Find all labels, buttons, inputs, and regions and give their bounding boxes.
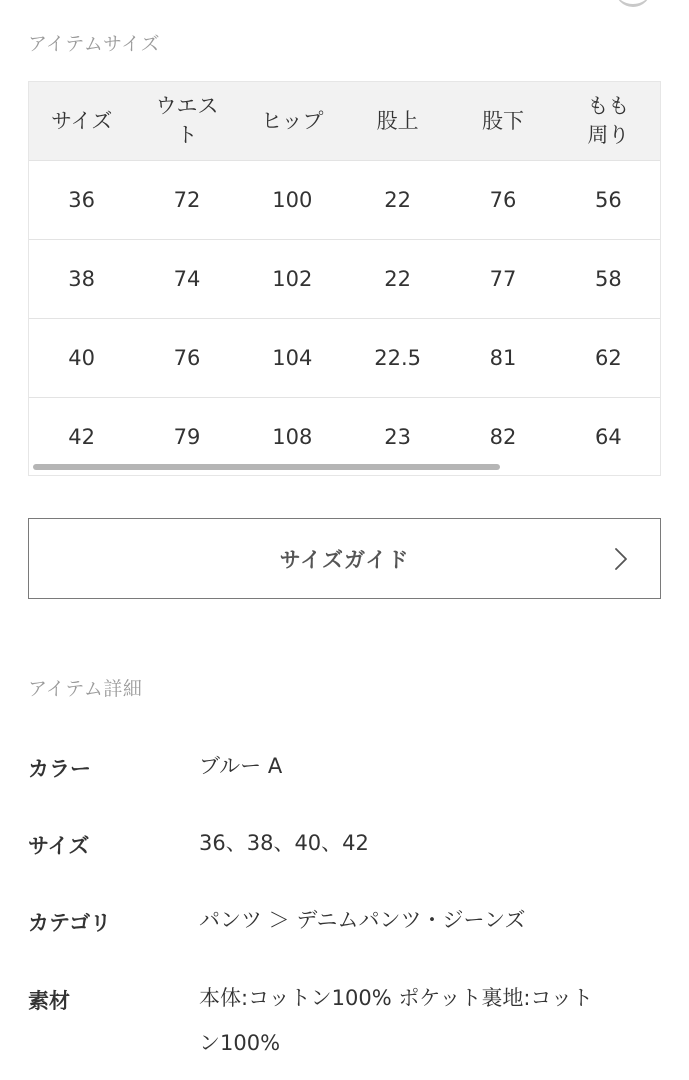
header-thigh-line2: 周り: [587, 123, 630, 147]
table-row: [29, 319, 661, 398]
table-row: [29, 240, 661, 319]
size-table-header-row: [29, 82, 661, 161]
scroll-indicator-arc: [615, 0, 651, 7]
table-cell: 108: [240, 398, 345, 477]
detail-value-material: [199, 976, 659, 1066]
size-guide-button[interactable]: [28, 518, 661, 599]
table-cell: 81: [450, 319, 555, 398]
detail-value-material-line2: ン100%: [199, 1031, 281, 1055]
size-section-title: アイテムサイズ: [28, 33, 160, 55]
scrollbar-thumb[interactable]: [33, 464, 500, 470]
table-row: [29, 161, 661, 240]
table-cell: 82: [450, 398, 555, 477]
detail-value-size: 36、38、40、42: [199, 831, 369, 855]
header-hip-line1: ヒップ: [261, 108, 324, 133]
detail-section-title: アイテム詳細: [28, 678, 143, 700]
table-cell: 104: [240, 319, 345, 398]
detail-label-category: カテゴリ: [28, 911, 112, 935]
table-cell: 72: [134, 161, 239, 240]
table-cell: 36: [29, 161, 134, 240]
header-inseam: [450, 82, 555, 161]
table-cell: 79: [134, 398, 239, 477]
header-size: [29, 82, 134, 161]
table-cell: 62: [556, 319, 661, 398]
detail-value-material-line1: 本体:コットン100% ポケット裏地:コット: [199, 986, 593, 1010]
table-horizontal-scrollbar[interactable]: [33, 464, 656, 470]
table-cell: 22: [345, 161, 450, 240]
table-cell: 76: [450, 161, 555, 240]
table-cell: 74: [134, 240, 239, 319]
table-cell: 58: [556, 240, 661, 319]
header-waist-line1: ウエス: [155, 94, 219, 118]
size-table-container[interactable]: [28, 81, 661, 476]
table-cell: 40: [29, 319, 134, 398]
size-guide-label: サイズガイド: [279, 547, 410, 572]
table-cell: 38: [29, 240, 134, 319]
header-rise: [345, 82, 450, 161]
detail-value-category: パンツ ＞ デニムパンツ・ジーンズ: [199, 908, 526, 932]
header-thigh: [556, 82, 661, 161]
table-cell: 76: [134, 319, 239, 398]
size-table: [29, 82, 661, 476]
table-cell: 23: [345, 398, 450, 477]
header-hip: [240, 82, 345, 161]
header-waist: [134, 82, 239, 161]
detail-label-color: カラー: [28, 757, 91, 781]
table-cell: 22.5: [345, 319, 450, 398]
chevron-right-icon: [611, 548, 631, 570]
table-cell: 102: [240, 240, 345, 319]
detail-label-material: 素材: [28, 989, 70, 1013]
header-size-line1: サイズ: [51, 108, 113, 133]
table-cell: 77: [450, 240, 555, 319]
table-cell: 64: [556, 398, 661, 477]
table-cell: 22: [345, 240, 450, 319]
detail-value-color: ブルー A: [199, 754, 283, 778]
table-cell: 56: [556, 161, 661, 240]
header-thigh-line1: もも: [587, 94, 630, 118]
table-cell: 100: [240, 161, 345, 240]
header-inseam-line1: 股下: [481, 108, 524, 133]
header-waist-line2: ト: [176, 123, 198, 147]
detail-label-size: サイズ: [28, 834, 90, 858]
header-rise-line1: 股上: [376, 108, 419, 133]
table-cell: 42: [29, 398, 134, 477]
